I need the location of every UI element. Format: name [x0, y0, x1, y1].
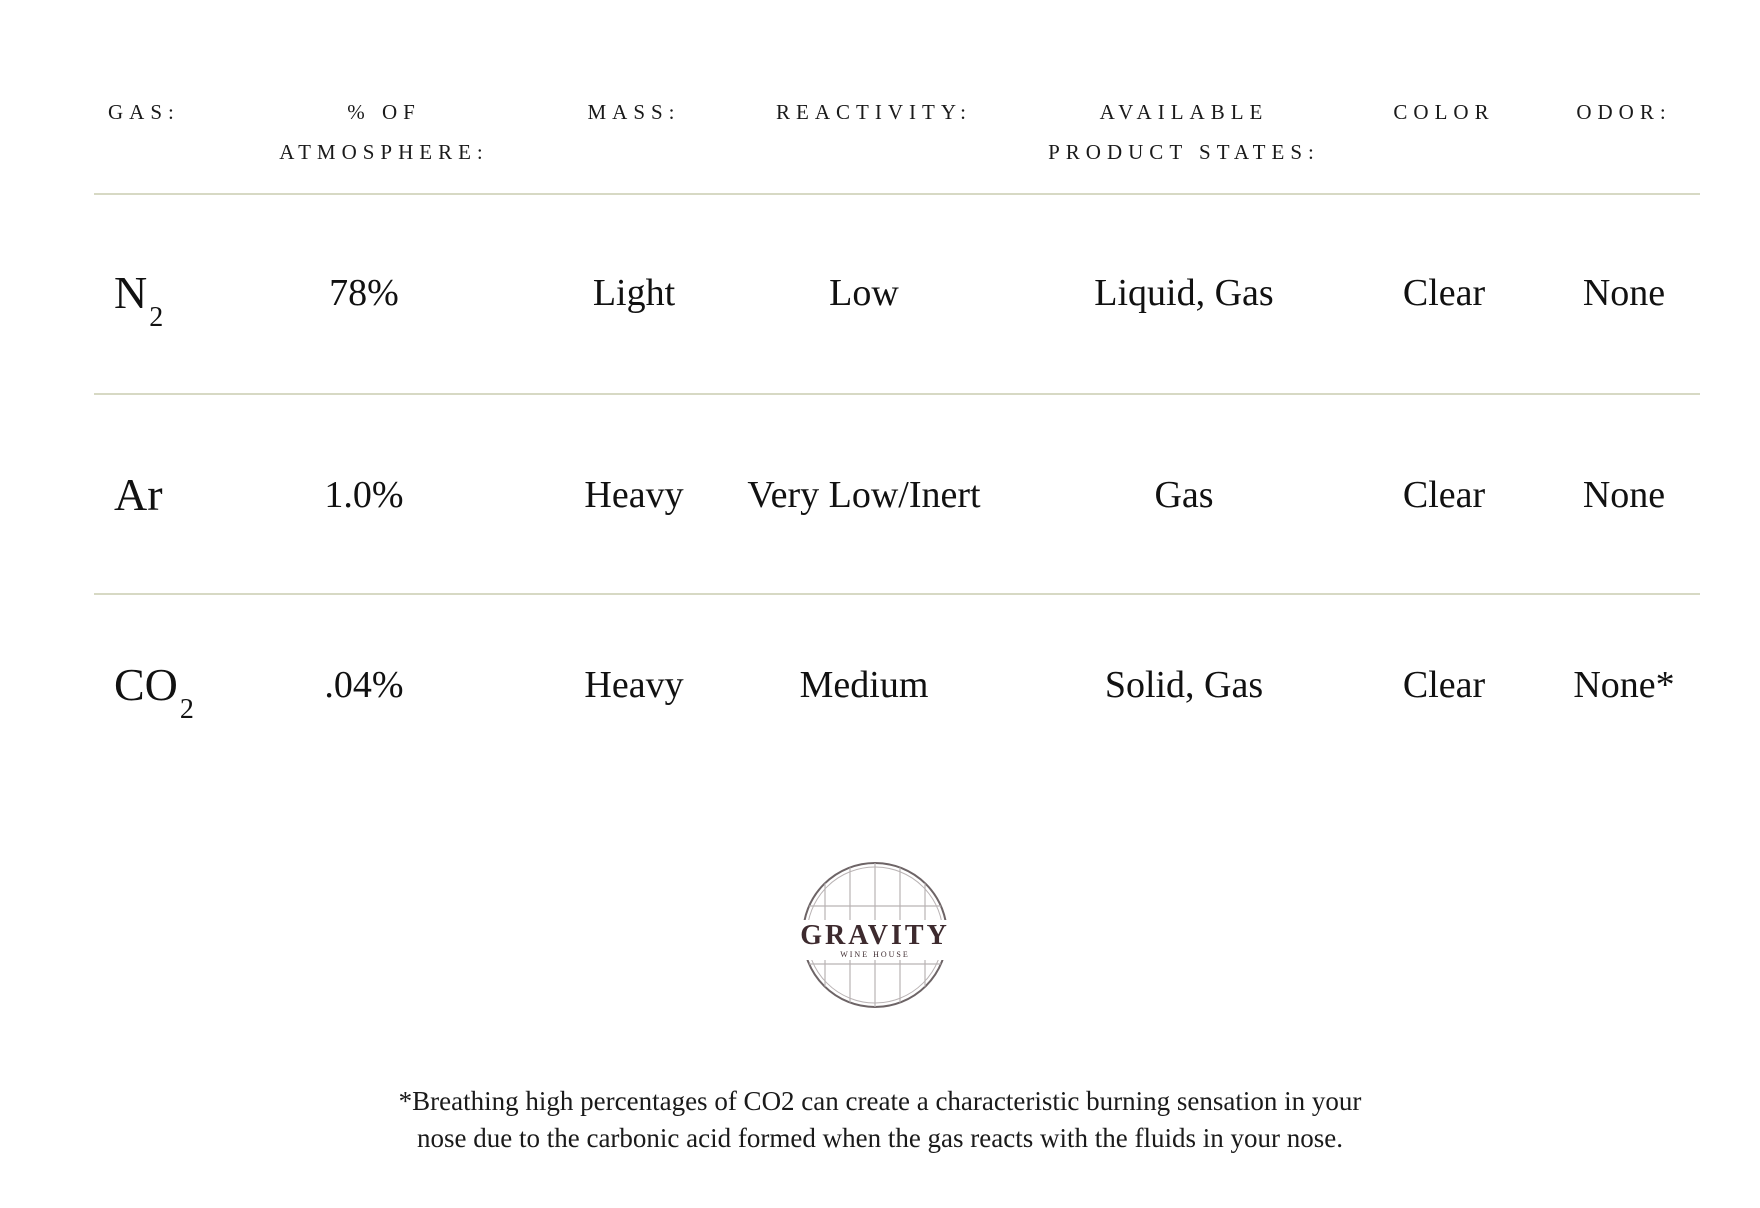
gas-symbol: CO: [114, 659, 178, 710]
gas-formula: [114, 253, 234, 340]
states-cell: Gas: [1154, 474, 1214, 516]
gravity-wine-house-logo: [795, 860, 955, 1010]
header-gas: [94, 92, 268, 132]
table-row: [94, 455, 1700, 535]
states-cell: Liquid, Gas: [1094, 272, 1274, 314]
header-reactivity-label: REACTIVITY:: [776, 100, 972, 124]
header-percent-line2: ATMOSPHERE:: [279, 140, 489, 164]
footnote-line-1: *Breathing high percentages of CO2 can create a characteristic burning sensation in your: [398, 1086, 1362, 1116]
percent-cell: .04%: [324, 664, 404, 706]
color-cell: Clear: [1402, 272, 1486, 314]
gas-subscript: 2: [149, 302, 164, 333]
header-states: [974, 92, 1394, 172]
gas-formula: [114, 455, 234, 542]
header-states-line2: PRODUCT STATES:: [1048, 140, 1320, 164]
odor-cell: None: [1582, 474, 1666, 516]
reactivity-cell: Medium: [799, 664, 929, 706]
divider: [94, 593, 1700, 595]
divider: [94, 193, 1700, 195]
header-mass: [534, 92, 734, 132]
header-gas-label: GAS:: [108, 100, 180, 124]
header-color: [1344, 92, 1544, 132]
odor-cell: None: [1582, 272, 1666, 314]
gas-symbol: N: [114, 267, 148, 318]
divider: [94, 393, 1700, 395]
header-odor-label: ODOR:: [1576, 100, 1672, 124]
header-percent: [254, 92, 514, 172]
reactivity-cell: Low: [829, 272, 899, 314]
footnote: [0, 1083, 1760, 1157]
header-row: [94, 92, 1700, 192]
color-cell: Clear: [1402, 664, 1486, 706]
header-states-line1: AVAILABLE: [1099, 100, 1269, 124]
states-cell: Solid, Gas: [1104, 664, 1264, 706]
header-odor: [1534, 92, 1714, 132]
header-percent-line1: % OF: [347, 100, 421, 124]
footnote-line-2: nose due to the carbonic acid formed when the gas reacts with the fluids in your nose.: [417, 1123, 1343, 1153]
reactivity-cell: Very Low/Inert: [747, 474, 981, 516]
logo-tagline: WINE HOUSE: [840, 950, 910, 959]
color-cell: Clear: [1402, 474, 1486, 516]
mass-cell: Heavy: [584, 664, 684, 706]
mass-cell: Heavy: [584, 474, 684, 516]
gas-symbol: Ar: [114, 469, 163, 520]
header-color-label: COLOR: [1393, 100, 1495, 124]
percent-cell: 1.0%: [324, 474, 404, 516]
gas-subscript: 2: [179, 694, 194, 725]
gas-formula: [114, 645, 234, 732]
header-mass-label: MASS:: [587, 100, 681, 124]
table-row: [94, 253, 1700, 333]
table-row: [94, 645, 1700, 725]
percent-cell: 78%: [329, 272, 399, 314]
logo-name: GRAVITY: [800, 920, 950, 951]
mass-cell: Light: [592, 272, 676, 314]
odor-cell: None*: [1573, 664, 1675, 706]
